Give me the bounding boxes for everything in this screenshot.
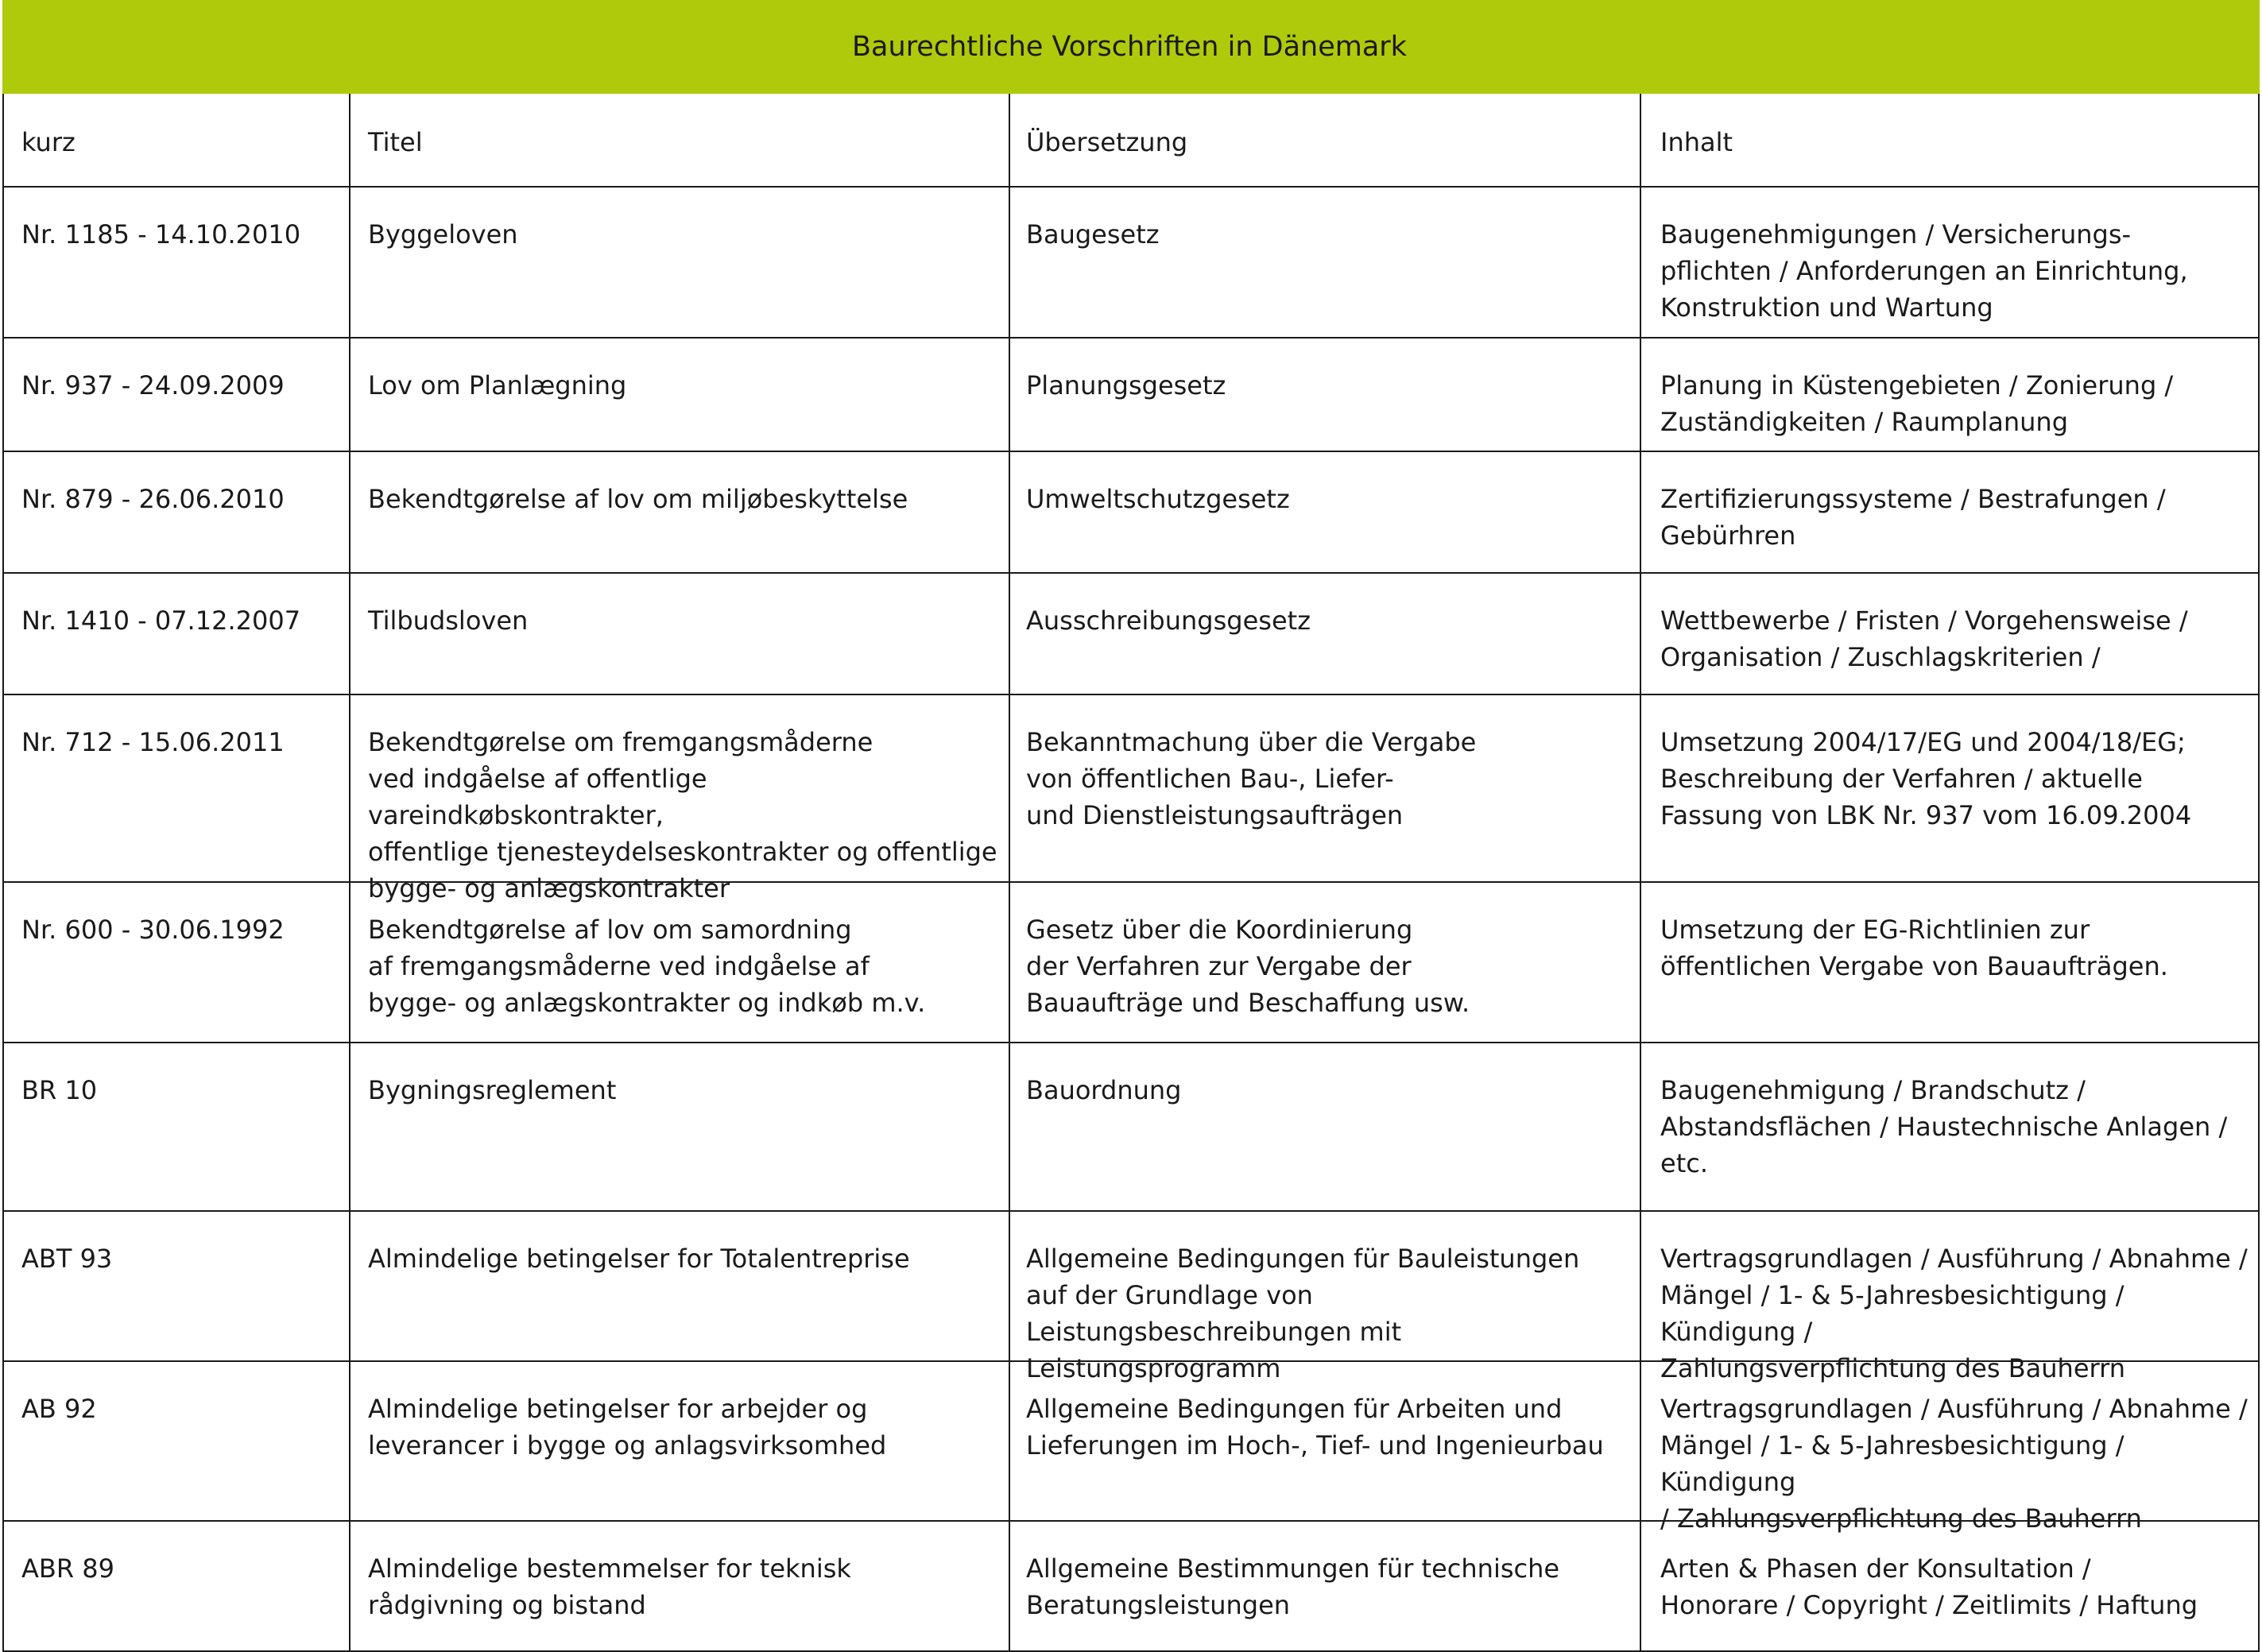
cell-kurz: Nr. 937 - 24.09.2009: [2, 339, 349, 451]
cell-inhalt: Umsetzung der EG-Richtlinien zur öffentlichen Vergabe von Bauaufträgen.: [1640, 883, 2260, 1042]
cell-uebersetzung: Ausschreibungsgesetz: [1009, 574, 1640, 694]
table-row: [2, 695, 2260, 903]
cell-uebersetzung: Gesetz über die Koordinierung der Verfahren zur Vergabe der Bauaufträge und Beschaffung usw.: [1009, 883, 1640, 1042]
cell-titel: Bekendtgørelse af lov om samordning af fremgangsmåderne ved indgåelse af bygge- og anlægskontrakter og indkøb m.v.: [349, 883, 1009, 1042]
header-inhalt: Inhalt: [1640, 94, 2260, 186]
cell-uebersetzung: Allgemeine Bedingungen für Bauleistungen auf der Grundlage von Leistungsbeschreibungen mit Leistungsprogramm: [1009, 1212, 1640, 1360]
regulations-table: [2, 94, 2260, 1652]
table-row: [2, 188, 2260, 339]
cell-inhalt: Vertragsgrundlagen / Ausführung / Abnahme / Mängel / 1- & 5-Jahresbesichtigung / Kündigung / Zahlungsverpflichtung des Bauherrn: [1640, 1362, 2260, 1520]
cell-kurz: Nr. 879 - 26.06.2010: [2, 452, 349, 572]
header-uebersetzung: Übersetzung: [1009, 94, 1640, 186]
table-row: [2, 452, 2260, 574]
table-row: [2, 1522, 2260, 1652]
cell-titel: Bekendtgørelse af lov om miljøbeskyttelse: [349, 452, 1009, 572]
cell-inhalt: Vertragsgrundlagen / Ausführung / Abnahme / Mängel / 1- & 5-Jahresbesichtigung / Kündigung / Zahlungsverpflichtung des Bauherrn: [1640, 1212, 2260, 1360]
cell-kurz: Nr. 1185 - 14.10.2010: [2, 188, 349, 337]
cell-uebersetzung: Umweltschutzgesetz: [1009, 452, 1640, 572]
header-titel: Titel: [349, 94, 1009, 186]
cell-uebersetzung: Baugesetz: [1009, 188, 1640, 337]
cell-uebersetzung: Allgemeine Bestimmungen für technische Beratungsleistungen: [1009, 1522, 1640, 1650]
cell-inhalt: Baugenehmigung / Brandschutz / Abstandsflächen / Haustechnische Anlagen / etc.: [1640, 1043, 2260, 1210]
cell-titel: Bygningsreglement: [349, 1043, 1009, 1210]
cell-titel: Lov om Planlægning: [349, 339, 1009, 451]
cell-kurz: Nr. 1410 - 07.12.2007: [2, 574, 349, 694]
table-title: Baurechtliche Vorschriften in Dänemark: [852, 31, 1407, 63]
cell-titel: Almindelige betingelser for Totalentreprise: [349, 1212, 1009, 1360]
cell-inhalt: Planung in Küstengebieten / Zonierung / Zuständigkeiten / Raumplanung: [1640, 339, 2260, 451]
cell-kurz: Nr. 712 - 15.06.2011: [2, 695, 349, 881]
table-title-bar: [2, 0, 2260, 94]
cell-uebersetzung: Bekanntmachung über die Vergabe von öffentlichen Bau-, Liefer- und Dienstleistungsaufträgen: [1009, 695, 1640, 881]
cell-inhalt: Zertifizierungssysteme / Bestrafungen / Gebürhren: [1640, 452, 2260, 572]
cell-inhalt: Baugenehmigungen / Versicherungs- pflichten / Anforderungen an Einrichtung, Konstruktion und Wartung: [1640, 188, 2260, 337]
cell-titel: Almindelige bestemmelser for teknisk rådgivning og bistand: [349, 1522, 1009, 1650]
table-row: [2, 1043, 2260, 1212]
cell-titel: Tilbudsloven: [349, 574, 1009, 694]
table-row: [2, 883, 2260, 1043]
table-row: [2, 1212, 2260, 1383]
cell-titel: Byggeloven: [349, 188, 1009, 337]
header-row: [2, 94, 2260, 188]
cell-uebersetzung: Bauordnung: [1009, 1043, 1640, 1210]
cell-inhalt: Arten & Phasen der Konsultation / Honorare / Copyright / Zeitlimits / Haftung: [1640, 1522, 2260, 1650]
table-row: [2, 339, 2260, 452]
table-row: [2, 574, 2260, 695]
cell-kurz: Nr. 600 - 30.06.1992: [2, 883, 349, 1042]
cell-kurz: BR 10: [2, 1043, 349, 1210]
cell-titel: Bekendtgørelse om fremgangsmåderne ved indgåelse af offentlige vareindkøbskontrakter, offentlige tjenesteydelseskontrakter og offentlige bygge- og anlægskontrakter: [349, 695, 1009, 881]
cell-uebersetzung: Allgemeine Bedingungen für Arbeiten und Lieferungen im Hoch-, Tief- und Ingenieurbau: [1009, 1362, 1640, 1520]
cell-kurz: AB 92: [2, 1362, 349, 1520]
table-row: [2, 1362, 2260, 1534]
header-kurz: kurz: [2, 94, 349, 186]
cell-inhalt: Wettbewerbe / Fristen / Vorgehensweise / Organisation / Zuschlagskriterien /: [1640, 574, 2260, 694]
cell-kurz: ABT 93: [2, 1212, 349, 1360]
cell-uebersetzung: Planungsgesetz: [1009, 339, 1640, 451]
cell-titel: Almindelige betingelser for arbejder og leverancer i bygge og anlagsvirksomhed: [349, 1362, 1009, 1520]
cell-kurz: ABR 89: [2, 1522, 349, 1650]
cell-inhalt: Umsetzung 2004/17/EG und 2004/18/EG; Beschreibung der Verfahren / aktuelle Fassung von LBK Nr. 937 vom 16.09.2004: [1640, 695, 2260, 881]
